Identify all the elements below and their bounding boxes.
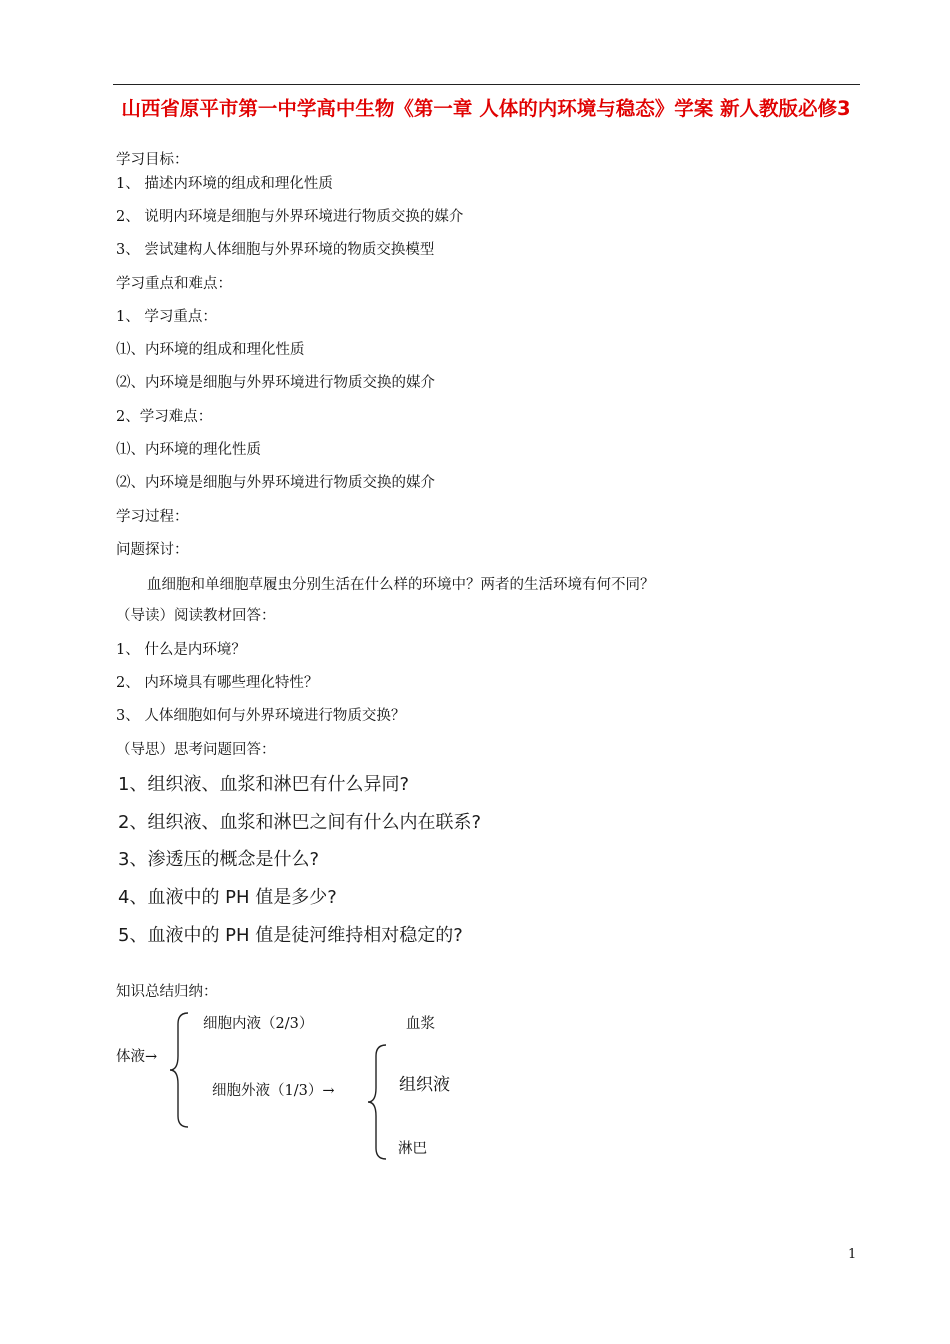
thinking-question: 2、组织液、血浆和淋巴之间有什么内在联系? [118, 812, 482, 833]
guided-thinking-heading: （导思）思考问题回答： [116, 742, 276, 758]
goal-item: 3、 尝试建构人体细胞与外界环境的物质交换模型 [116, 242, 435, 258]
thinking-question: 1、组织液、血浆和淋巴有什么异同? [118, 774, 410, 795]
goal-item: 1、 描述内环境的组成和理化性质 [116, 176, 333, 192]
focus-heading: 1、 学习重点： [116, 309, 217, 325]
discussion-question: 血细胞和单细胞草履虫分别生活在什么样的环境中？两者的生活环境有何不同？ [147, 577, 655, 593]
focus-item: ⑴、内环境的组成和理化性质 [116, 342, 305, 358]
body-fluid-label: 体液→ [116, 1049, 158, 1065]
tissue-fluid-label: 组织液 [399, 1075, 450, 1095]
reading-question: 1、 什么是内环境？ [116, 642, 246, 658]
extracellular-fluid: 细胞外液（1/3）→ [212, 1083, 335, 1099]
reading-question: 2、 内环境具有哪些理化特性？ [116, 675, 319, 691]
focus-item: ⑵、内环境是细胞与外界环境进行物质交换的媒介 [116, 375, 435, 391]
intracellular-fluid: 细胞内液（2/3） [203, 1016, 314, 1032]
difficulty-heading: 2、学习难点： [116, 409, 213, 425]
lymph-label: 淋巴 [398, 1141, 427, 1157]
thinking-question: 3、渗透压的概念是什么? [118, 849, 320, 870]
goal-item: 2、 说明内环境是细胞与外界环境进行物质交换的媒介 [116, 209, 464, 225]
guided-reading-heading: （导读）阅读教材回答： [116, 608, 276, 624]
document-title: 山西省原平市第一中学高中生物《第一章 人体的内环境与稳态》学案 新人教版必修3 [121, 97, 851, 120]
difficulty-item: ⑴、内环境的理化性质 [116, 442, 261, 458]
reading-question: 3、 人体细胞如何与外界环境进行物质交换？ [116, 708, 406, 724]
plasma-label: 血浆 [406, 1016, 435, 1032]
summary-heading: 知识总结归纳： [116, 984, 218, 1000]
difficulty-item: ⑵、内环境是细胞与外界环境进行物质交换的媒介 [116, 475, 435, 491]
inner-brace [366, 1044, 390, 1160]
thinking-question: 5、血液中的 PH 值是徒河维持相对稳定的? [118, 925, 463, 946]
header-rule [113, 84, 860, 85]
discussion-heading: 问题探讨： [116, 542, 189, 558]
thinking-question: 4、血液中的 PH 值是多少? [118, 887, 337, 908]
key-points-heading: 学习重点和难点： [116, 276, 232, 292]
goals-heading: 学习目标： [116, 152, 189, 168]
page-number: 1 [848, 1247, 857, 1262]
outer-brace [168, 1012, 192, 1128]
process-heading: 学习过程： [116, 509, 189, 525]
